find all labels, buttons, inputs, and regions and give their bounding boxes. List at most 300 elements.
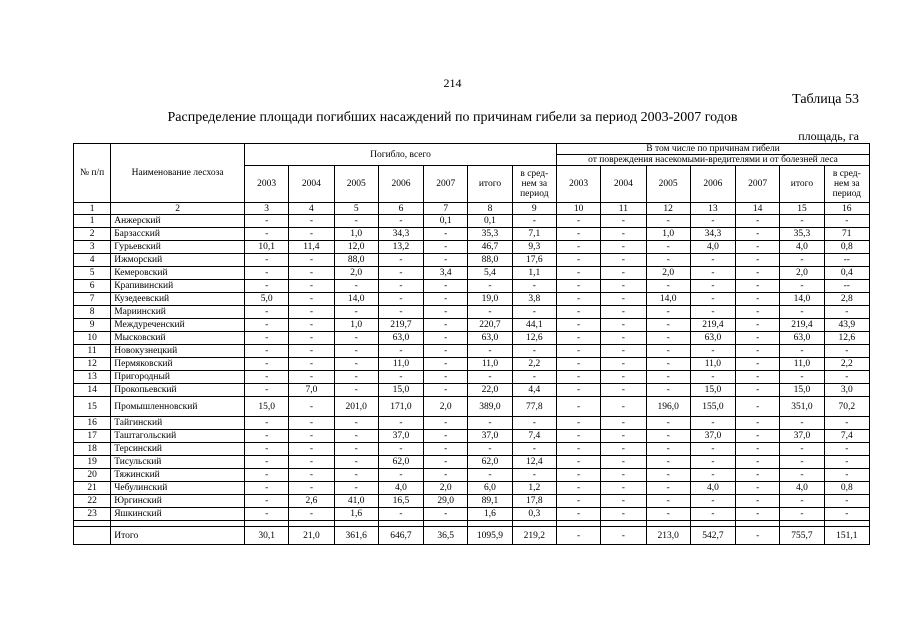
- value-cell: -: [512, 417, 556, 430]
- value-cell: -: [468, 345, 512, 358]
- value-cell: -: [690, 293, 735, 306]
- value-cell: -: [780, 469, 824, 482]
- header-avg: в сред-нем за период: [824, 166, 869, 203]
- total-value-cell: 151,1: [824, 527, 869, 545]
- value-cell: -: [601, 332, 646, 345]
- value-cell: -: [289, 482, 334, 495]
- value-cell: 171,0: [378, 397, 423, 417]
- value-cell: -: [245, 228, 289, 241]
- value-cell: -: [690, 443, 735, 456]
- value-cell: 2,2: [512, 358, 556, 371]
- value-cell: -: [424, 508, 468, 521]
- value-cell: -: [556, 495, 600, 508]
- table-row: [74, 306, 870, 319]
- value-cell: -: [334, 215, 378, 228]
- value-cell: 2,0: [780, 267, 824, 280]
- value-cell: 11,0: [378, 358, 423, 371]
- value-cell: -: [690, 306, 735, 319]
- value-cell: -: [289, 332, 334, 345]
- column-number-cell: 12: [646, 203, 690, 215]
- value-cell: 389,0: [468, 397, 512, 417]
- value-cell: -: [780, 254, 824, 267]
- value-cell: -: [245, 345, 289, 358]
- value-cell: 7,1: [512, 228, 556, 241]
- value-cell: 0,8: [824, 241, 869, 254]
- table-row: [74, 254, 870, 267]
- forestry-name-cell: Барзасский: [111, 228, 245, 241]
- value-cell: 7,4: [512, 430, 556, 443]
- table-row: [74, 495, 870, 508]
- value-cell: -: [424, 319, 468, 332]
- table-row: [74, 430, 870, 443]
- value-cell: 14,0: [780, 293, 824, 306]
- value-cell: -: [334, 430, 378, 443]
- value-cell: -: [245, 254, 289, 267]
- value-cell: -: [824, 508, 869, 521]
- forestry-name-cell: Чебулинский: [111, 482, 245, 495]
- value-cell: -: [601, 358, 646, 371]
- row-number-cell: 13: [74, 371, 111, 384]
- value-cell: 1,0: [646, 228, 690, 241]
- value-cell: -: [245, 332, 289, 345]
- value-cell: -: [556, 456, 600, 469]
- row-number-cell: 1: [74, 215, 111, 228]
- header-year: 2006: [378, 166, 423, 203]
- value-cell: 34,3: [378, 228, 423, 241]
- forestry-name-cell: Гурьевский: [111, 241, 245, 254]
- value-cell: 220,7: [468, 319, 512, 332]
- table-row: [74, 397, 870, 417]
- value-cell: -: [601, 228, 646, 241]
- value-cell: -: [424, 306, 468, 319]
- value-cell: -: [556, 319, 600, 332]
- value-cell: -: [245, 358, 289, 371]
- value-cell: -: [646, 469, 690, 482]
- value-cell: -: [736, 456, 780, 469]
- value-cell: 5,0: [245, 293, 289, 306]
- value-cell: -: [556, 280, 600, 293]
- forestry-name-cell: Междуреченский: [111, 319, 245, 332]
- value-cell: -: [289, 254, 334, 267]
- forestry-name-cell: Кемеровский: [111, 267, 245, 280]
- header-year: 2003: [245, 166, 289, 203]
- value-cell: -: [245, 417, 289, 430]
- value-cell: -: [556, 371, 600, 384]
- value-cell: -: [334, 306, 378, 319]
- unit-note: площадь, га: [798, 129, 859, 143]
- value-cell: 2,0: [424, 482, 468, 495]
- value-cell: -: [824, 417, 869, 430]
- row-number-cell: 7: [74, 293, 111, 306]
- table-row: [74, 319, 870, 332]
- value-cell: 6,0: [468, 482, 512, 495]
- total-value-cell: 213,0: [646, 527, 690, 545]
- value-cell: -: [424, 280, 468, 293]
- table-row: [74, 280, 870, 293]
- value-cell: -: [289, 469, 334, 482]
- value-cell: -: [601, 384, 646, 397]
- value-cell: -: [245, 430, 289, 443]
- value-cell: -: [601, 319, 646, 332]
- value-cell: 155,0: [690, 397, 735, 417]
- value-cell: -: [556, 254, 600, 267]
- forestry-name-cell: Новокузнецкий: [111, 345, 245, 358]
- total-value-cell: 21,0: [289, 527, 334, 545]
- value-cell: -: [424, 371, 468, 384]
- value-cell: -: [289, 280, 334, 293]
- value-cell: 4,4: [512, 384, 556, 397]
- page-number: 214: [443, 76, 462, 90]
- forestry-name-cell: Кузедеевский: [111, 293, 245, 306]
- row-number-cell: 19: [74, 456, 111, 469]
- column-number-cell: 2: [111, 203, 245, 215]
- value-cell: 4,0: [690, 241, 735, 254]
- table-row: [74, 358, 870, 371]
- value-cell: -: [736, 306, 780, 319]
- value-cell: 11,4: [289, 241, 334, 254]
- value-cell: -: [245, 280, 289, 293]
- value-cell: -: [245, 215, 289, 228]
- value-cell: -: [424, 417, 468, 430]
- row-number-cell: 12: [74, 358, 111, 371]
- value-cell: -: [601, 293, 646, 306]
- value-cell: -: [736, 319, 780, 332]
- value-cell: -: [289, 430, 334, 443]
- value-cell: -: [378, 371, 423, 384]
- header-year: 2003: [556, 166, 600, 203]
- value-cell: -: [780, 495, 824, 508]
- value-cell: -: [556, 241, 600, 254]
- value-cell: -: [736, 417, 780, 430]
- value-cell: -: [334, 482, 378, 495]
- row-number-cell: 15: [74, 397, 111, 417]
- value-cell: 3,0: [824, 384, 869, 397]
- forestry-name-cell: Таштагольский: [111, 430, 245, 443]
- forestry-name-cell: Терсинский: [111, 443, 245, 456]
- column-number-cell: 5: [334, 203, 378, 215]
- table-row: [74, 384, 870, 397]
- forest-loss-table: [73, 143, 870, 545]
- value-cell: 3,4: [424, 267, 468, 280]
- value-cell: -: [601, 345, 646, 358]
- value-cell: -: [780, 443, 824, 456]
- row-number-cell: 4: [74, 254, 111, 267]
- table-row: [74, 267, 870, 280]
- value-cell: 35,3: [468, 228, 512, 241]
- value-cell: -: [245, 306, 289, 319]
- value-cell: -: [556, 228, 600, 241]
- value-cell: 4,0: [780, 482, 824, 495]
- value-cell: 12,4: [512, 456, 556, 469]
- table-body: [74, 203, 870, 545]
- value-cell: -: [736, 384, 780, 397]
- value-cell: -: [245, 456, 289, 469]
- value-cell: -: [601, 215, 646, 228]
- value-cell: -: [378, 267, 423, 280]
- value-cell: -: [646, 443, 690, 456]
- value-cell: -: [556, 332, 600, 345]
- row-number-cell: 11: [74, 345, 111, 358]
- forestry-name-cell: Яшкинский: [111, 508, 245, 521]
- value-cell: 219,4: [780, 319, 824, 332]
- value-cell: 15,0: [690, 384, 735, 397]
- value-cell: 219,7: [378, 319, 423, 332]
- table-row: [74, 345, 870, 358]
- value-cell: 37,0: [780, 430, 824, 443]
- value-cell: 4,0: [690, 482, 735, 495]
- value-cell: -: [556, 482, 600, 495]
- value-cell: -: [334, 417, 378, 430]
- value-cell: 77,8: [512, 397, 556, 417]
- value-cell: -: [424, 384, 468, 397]
- value-cell: 201,0: [334, 397, 378, 417]
- value-cell: 2,0: [334, 267, 378, 280]
- value-cell: -: [736, 267, 780, 280]
- value-cell: 37,0: [378, 430, 423, 443]
- value-cell: -: [512, 371, 556, 384]
- value-cell: -: [512, 280, 556, 293]
- value-cell: -: [378, 254, 423, 267]
- value-cell: --: [824, 280, 869, 293]
- value-cell: -: [690, 495, 735, 508]
- value-cell: -: [780, 371, 824, 384]
- value-cell: -: [824, 443, 869, 456]
- value-cell: -: [245, 482, 289, 495]
- header-year: 2007: [424, 166, 468, 203]
- row-number-cell: 21: [74, 482, 111, 495]
- value-cell: -: [468, 280, 512, 293]
- column-number-cell: 8: [468, 203, 512, 215]
- value-cell: -: [690, 508, 735, 521]
- value-cell: 1,0: [334, 319, 378, 332]
- value-cell: 2,8: [824, 293, 869, 306]
- value-cell: 17,8: [512, 495, 556, 508]
- value-cell: -: [334, 345, 378, 358]
- total-value-cell: 755,7: [780, 527, 824, 545]
- table-row: [74, 371, 870, 384]
- header-year: 2007: [736, 166, 780, 203]
- row-number-cell: 16: [74, 417, 111, 430]
- value-cell: -: [736, 293, 780, 306]
- value-cell: -: [424, 345, 468, 358]
- value-cell: -: [424, 430, 468, 443]
- value-cell: -: [690, 371, 735, 384]
- value-cell: -: [378, 417, 423, 430]
- value-cell: -: [601, 241, 646, 254]
- value-cell: 19,0: [468, 293, 512, 306]
- header-year: 2005: [646, 166, 690, 203]
- table-row: [74, 228, 870, 241]
- value-cell: -: [646, 456, 690, 469]
- value-cell: -: [736, 397, 780, 417]
- value-cell: -: [824, 215, 869, 228]
- value-cell: -: [646, 319, 690, 332]
- value-cell: -: [690, 469, 735, 482]
- value-cell: -: [334, 332, 378, 345]
- value-cell: -: [646, 215, 690, 228]
- value-cell: -: [378, 508, 423, 521]
- value-cell: -: [378, 293, 423, 306]
- value-cell: -: [690, 456, 735, 469]
- row-number-cell: 20: [74, 469, 111, 482]
- value-cell: -: [424, 241, 468, 254]
- value-cell: 11,0: [468, 358, 512, 371]
- value-cell: -: [556, 293, 600, 306]
- value-cell: 63,0: [378, 332, 423, 345]
- forestry-name-cell: Тайгинский: [111, 417, 245, 430]
- value-cell: 41,0: [334, 495, 378, 508]
- value-cell: -: [780, 456, 824, 469]
- value-cell: -: [334, 456, 378, 469]
- table-row: [74, 417, 870, 430]
- value-cell: 44,1: [512, 319, 556, 332]
- value-cell: 43,9: [824, 319, 869, 332]
- header-year: 2004: [289, 166, 334, 203]
- value-cell: -: [468, 469, 512, 482]
- value-cell: 13,2: [378, 241, 423, 254]
- header-total: итого: [468, 166, 512, 203]
- value-cell: -: [378, 280, 423, 293]
- table-row: [74, 443, 870, 456]
- value-cell: -: [646, 371, 690, 384]
- value-cell: 0,8: [824, 482, 869, 495]
- value-cell: -: [512, 215, 556, 228]
- value-cell: 0,4: [824, 267, 869, 280]
- value-cell: -: [601, 254, 646, 267]
- row-number-cell: 18: [74, 443, 111, 456]
- value-cell: 1,1: [512, 267, 556, 280]
- header-year: 2006: [690, 166, 735, 203]
- value-cell: -: [556, 417, 600, 430]
- value-cell: -: [646, 345, 690, 358]
- table-row: [74, 215, 870, 228]
- total-value-cell: -: [736, 527, 780, 545]
- total-value-cell: -: [601, 527, 646, 545]
- value-cell: -: [646, 417, 690, 430]
- header-year: 2004: [601, 166, 646, 203]
- total-value-cell: 219,2: [512, 527, 556, 545]
- value-cell: -: [646, 482, 690, 495]
- value-cell: -: [556, 384, 600, 397]
- value-cell: -: [556, 358, 600, 371]
- row-number-cell: 23: [74, 508, 111, 521]
- table-row: [74, 241, 870, 254]
- value-cell: 63,0: [690, 332, 735, 345]
- value-cell: -: [601, 371, 646, 384]
- value-cell: -: [736, 345, 780, 358]
- table-label: Таблица 53: [792, 92, 859, 107]
- value-cell: 11,0: [690, 358, 735, 371]
- value-cell: 351,0: [780, 397, 824, 417]
- value-cell: -: [736, 241, 780, 254]
- value-cell: -: [690, 345, 735, 358]
- value-cell: -: [468, 371, 512, 384]
- value-cell: 4,0: [780, 241, 824, 254]
- value-cell: -: [556, 267, 600, 280]
- value-cell: -: [289, 456, 334, 469]
- header-died-total: Погибло, всего: [245, 144, 557, 166]
- table-row: [74, 508, 870, 521]
- value-cell: 63,0: [468, 332, 512, 345]
- value-cell: -: [378, 345, 423, 358]
- value-cell: 37,0: [690, 430, 735, 443]
- value-cell: -: [736, 430, 780, 443]
- value-cell: -: [601, 443, 646, 456]
- value-cell: 62,0: [378, 456, 423, 469]
- document-title: Распределение площади погибших насаждений по причинам гибели за период 2003-2007 годов: [167, 110, 738, 125]
- value-cell: -: [646, 430, 690, 443]
- column-number-cell: 3: [245, 203, 289, 215]
- value-cell: 2,2: [824, 358, 869, 371]
- value-cell: 3,8: [512, 293, 556, 306]
- value-cell: -: [424, 469, 468, 482]
- value-cell: 14,0: [334, 293, 378, 306]
- value-cell: -: [334, 358, 378, 371]
- value-cell: 5,4: [468, 267, 512, 280]
- value-cell: -: [245, 319, 289, 332]
- value-cell: -: [780, 417, 824, 430]
- row-number-cell: 10: [74, 332, 111, 345]
- value-cell: -: [690, 417, 735, 430]
- value-cell: 88,0: [334, 254, 378, 267]
- total-value-cell: [74, 527, 111, 545]
- value-cell: -: [334, 443, 378, 456]
- value-cell: 22,0: [468, 384, 512, 397]
- value-cell: -: [334, 371, 378, 384]
- value-cell: -: [556, 397, 600, 417]
- value-cell: -: [824, 345, 869, 358]
- value-cell: 1,0: [334, 228, 378, 241]
- value-cell: -: [289, 417, 334, 430]
- value-cell: -: [601, 456, 646, 469]
- value-cell: 1,6: [334, 508, 378, 521]
- value-cell: 34,3: [690, 228, 735, 241]
- value-cell: -: [289, 345, 334, 358]
- value-cell: 63,0: [780, 332, 824, 345]
- value-cell: 15,0: [780, 384, 824, 397]
- value-cell: -: [690, 215, 735, 228]
- value-cell: -: [512, 443, 556, 456]
- value-cell: -: [736, 358, 780, 371]
- value-cell: -: [289, 319, 334, 332]
- value-cell: -: [334, 469, 378, 482]
- value-cell: -: [736, 443, 780, 456]
- value-cell: -: [601, 495, 646, 508]
- table-row: [74, 332, 870, 345]
- total-value-cell: 1095,9: [468, 527, 512, 545]
- value-cell: -: [780, 215, 824, 228]
- column-number-cell: 9: [512, 203, 556, 215]
- value-cell: -: [736, 482, 780, 495]
- value-cell: 196,0: [646, 397, 690, 417]
- value-cell: -: [736, 371, 780, 384]
- value-cell: -: [424, 358, 468, 371]
- value-cell: 17,6: [512, 254, 556, 267]
- value-cell: 2,6: [289, 495, 334, 508]
- header-including: В том числе по причинам гибели: [556, 144, 869, 155]
- total-value-cell: -: [556, 527, 600, 545]
- value-cell: -: [601, 508, 646, 521]
- value-cell: -: [780, 306, 824, 319]
- value-cell: -: [824, 306, 869, 319]
- forestry-name-cell: Пермяковский: [111, 358, 245, 371]
- value-cell: 15,0: [378, 384, 423, 397]
- value-cell: 16,5: [378, 495, 423, 508]
- value-cell: 46,7: [468, 241, 512, 254]
- value-cell: -: [556, 430, 600, 443]
- value-cell: 11,0: [780, 358, 824, 371]
- forestry-name-cell: Мысковский: [111, 332, 245, 345]
